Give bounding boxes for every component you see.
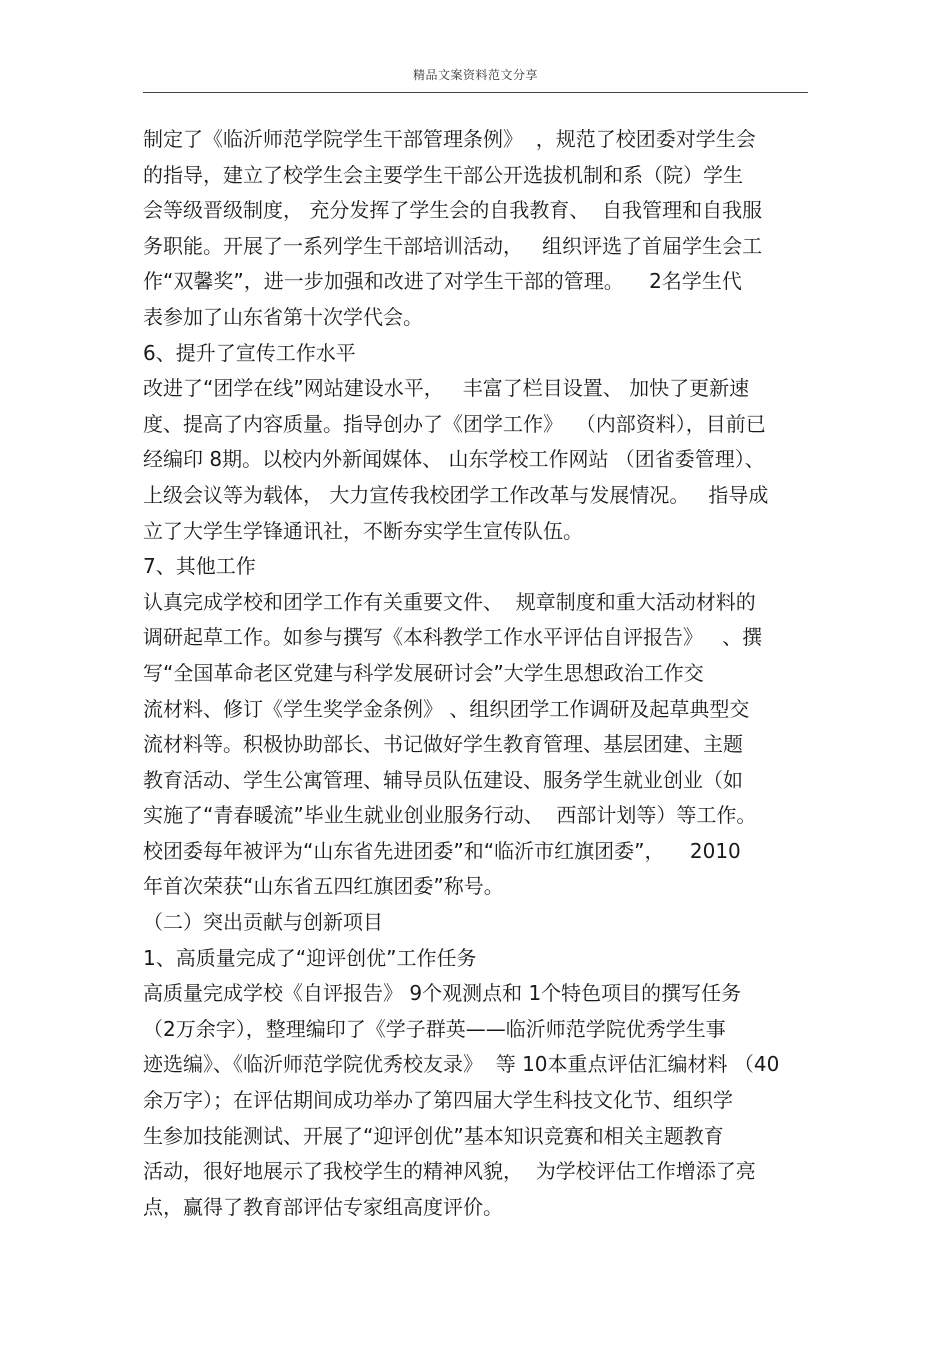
subsection-heading: 1、高质量完成了“迎评创优”工作任务 — [143, 945, 477, 970]
text-line: 实施了“青春暖流”毕业生就业创业服务行动、 西部计划等）等工作。 — [143, 803, 757, 828]
section-heading: （二）突出贡献与创新项目 — [143, 910, 383, 935]
text-line: 会等级晋级制度， 充分发挥了学生会的自我教育、 自我管理和自我服 — [143, 198, 763, 223]
text-line: 度、提高了内容质量。指导创办了《团学工作》 （内部资料），目前已 — [143, 411, 766, 436]
text-line: 写“全国革命老区党建与科学发展研讨会”大学生思想政治工作交 — [143, 660, 704, 685]
text-line: 上级会议等为载体， 大力宣传我校团学工作改革与发展情况。 指导成 — [143, 482, 769, 507]
text-line: 作“双馨奖”，进一步加强和改进了对学生干部的管理。 2名学生代 — [143, 269, 742, 294]
text-line: 生参加技能测试、开展了“迎评创优”基本知识竞赛和相关主题教育 — [143, 1123, 724, 1148]
text-line: 流材料等。积极协助部长、书记做好学生教育管理、基层团建、主题 — [143, 732, 743, 757]
text-line: 教育活动、学生公寓管理、辅导员队伍建设、服务学生就业创业（如 — [143, 767, 743, 792]
text-line: 迹选编》、《临沂师范学院优秀校友录》 等 10本重点评估汇编材料 （40 — [143, 1052, 780, 1077]
text-line: 调研起草工作。如参与撰写《本科教学工作水平评估自评报告》 、撰 — [143, 625, 763, 650]
text-line: 经编印 8期。以校内外新闻媒体、 山东学校工作网站 （团省委管理）、 — [143, 447, 765, 472]
text-line: 认真完成学校和团学工作有关重要文件、 规章制度和重大活动材料的 — [143, 589, 756, 614]
text-line: 制定了《临沂师范学院学生干部管理条例》 ，规范了校团委对学生会 — [143, 127, 756, 151]
page-header: 精品文案资料范文分享 — [412, 68, 538, 82]
text-line: 的指导，建立了校学生会主要学生干部公开选拔机制和系（院）学生 — [143, 162, 743, 187]
text-line: 改进了“团学在线”网站建设水平， 丰富了栏目设置、 加快了更新速 — [143, 376, 750, 401]
text-line: 高质量完成学校《自评报告》 9个观测点和 1个特色项目的撰写任务 — [143, 981, 742, 1006]
section-heading: 6、提升了宣传工作水平 — [143, 340, 356, 365]
text-line: 立了大学生学锋通讯社，不断夯实学生宣传队伍。 — [143, 518, 583, 543]
text-line: 年首次荣获“山东省五四红旗团委”称号。 — [143, 874, 504, 899]
text-line: 活动，很好地展示了我校学生的精神风貌， 为学校评估工作增添了亮 — [143, 1159, 756, 1184]
text-line: （2万余字），整理编印了《学子群英——临沂师范学院优秀学生事 — [143, 1016, 726, 1041]
text-line: 余万字）；在评估期间成功举办了第四届大学生科技文化节、组织学 — [143, 1088, 733, 1113]
text-line: 流材料、修订《学生奖学金条例》 、组织团学工作调研及起草典型交 — [143, 696, 750, 721]
header-divider — [143, 92, 808, 93]
text-line: 务职能。开展了一系列学生干部培训活动， 组织评选了首届学生会工 — [143, 233, 763, 258]
section-heading: 7、其他工作 — [143, 554, 256, 579]
text-line: 校团委每年被评为“山东省先进团委”和“临沂市红旗团委”， 2010 — [143, 838, 741, 863]
document-body — [143, 122, 823, 1225]
text-line: 点，赢得了教育部评估专家组高度评价。 — [143, 1194, 503, 1219]
text-line: 表参加了山东省第十次学代会。 — [143, 304, 423, 329]
